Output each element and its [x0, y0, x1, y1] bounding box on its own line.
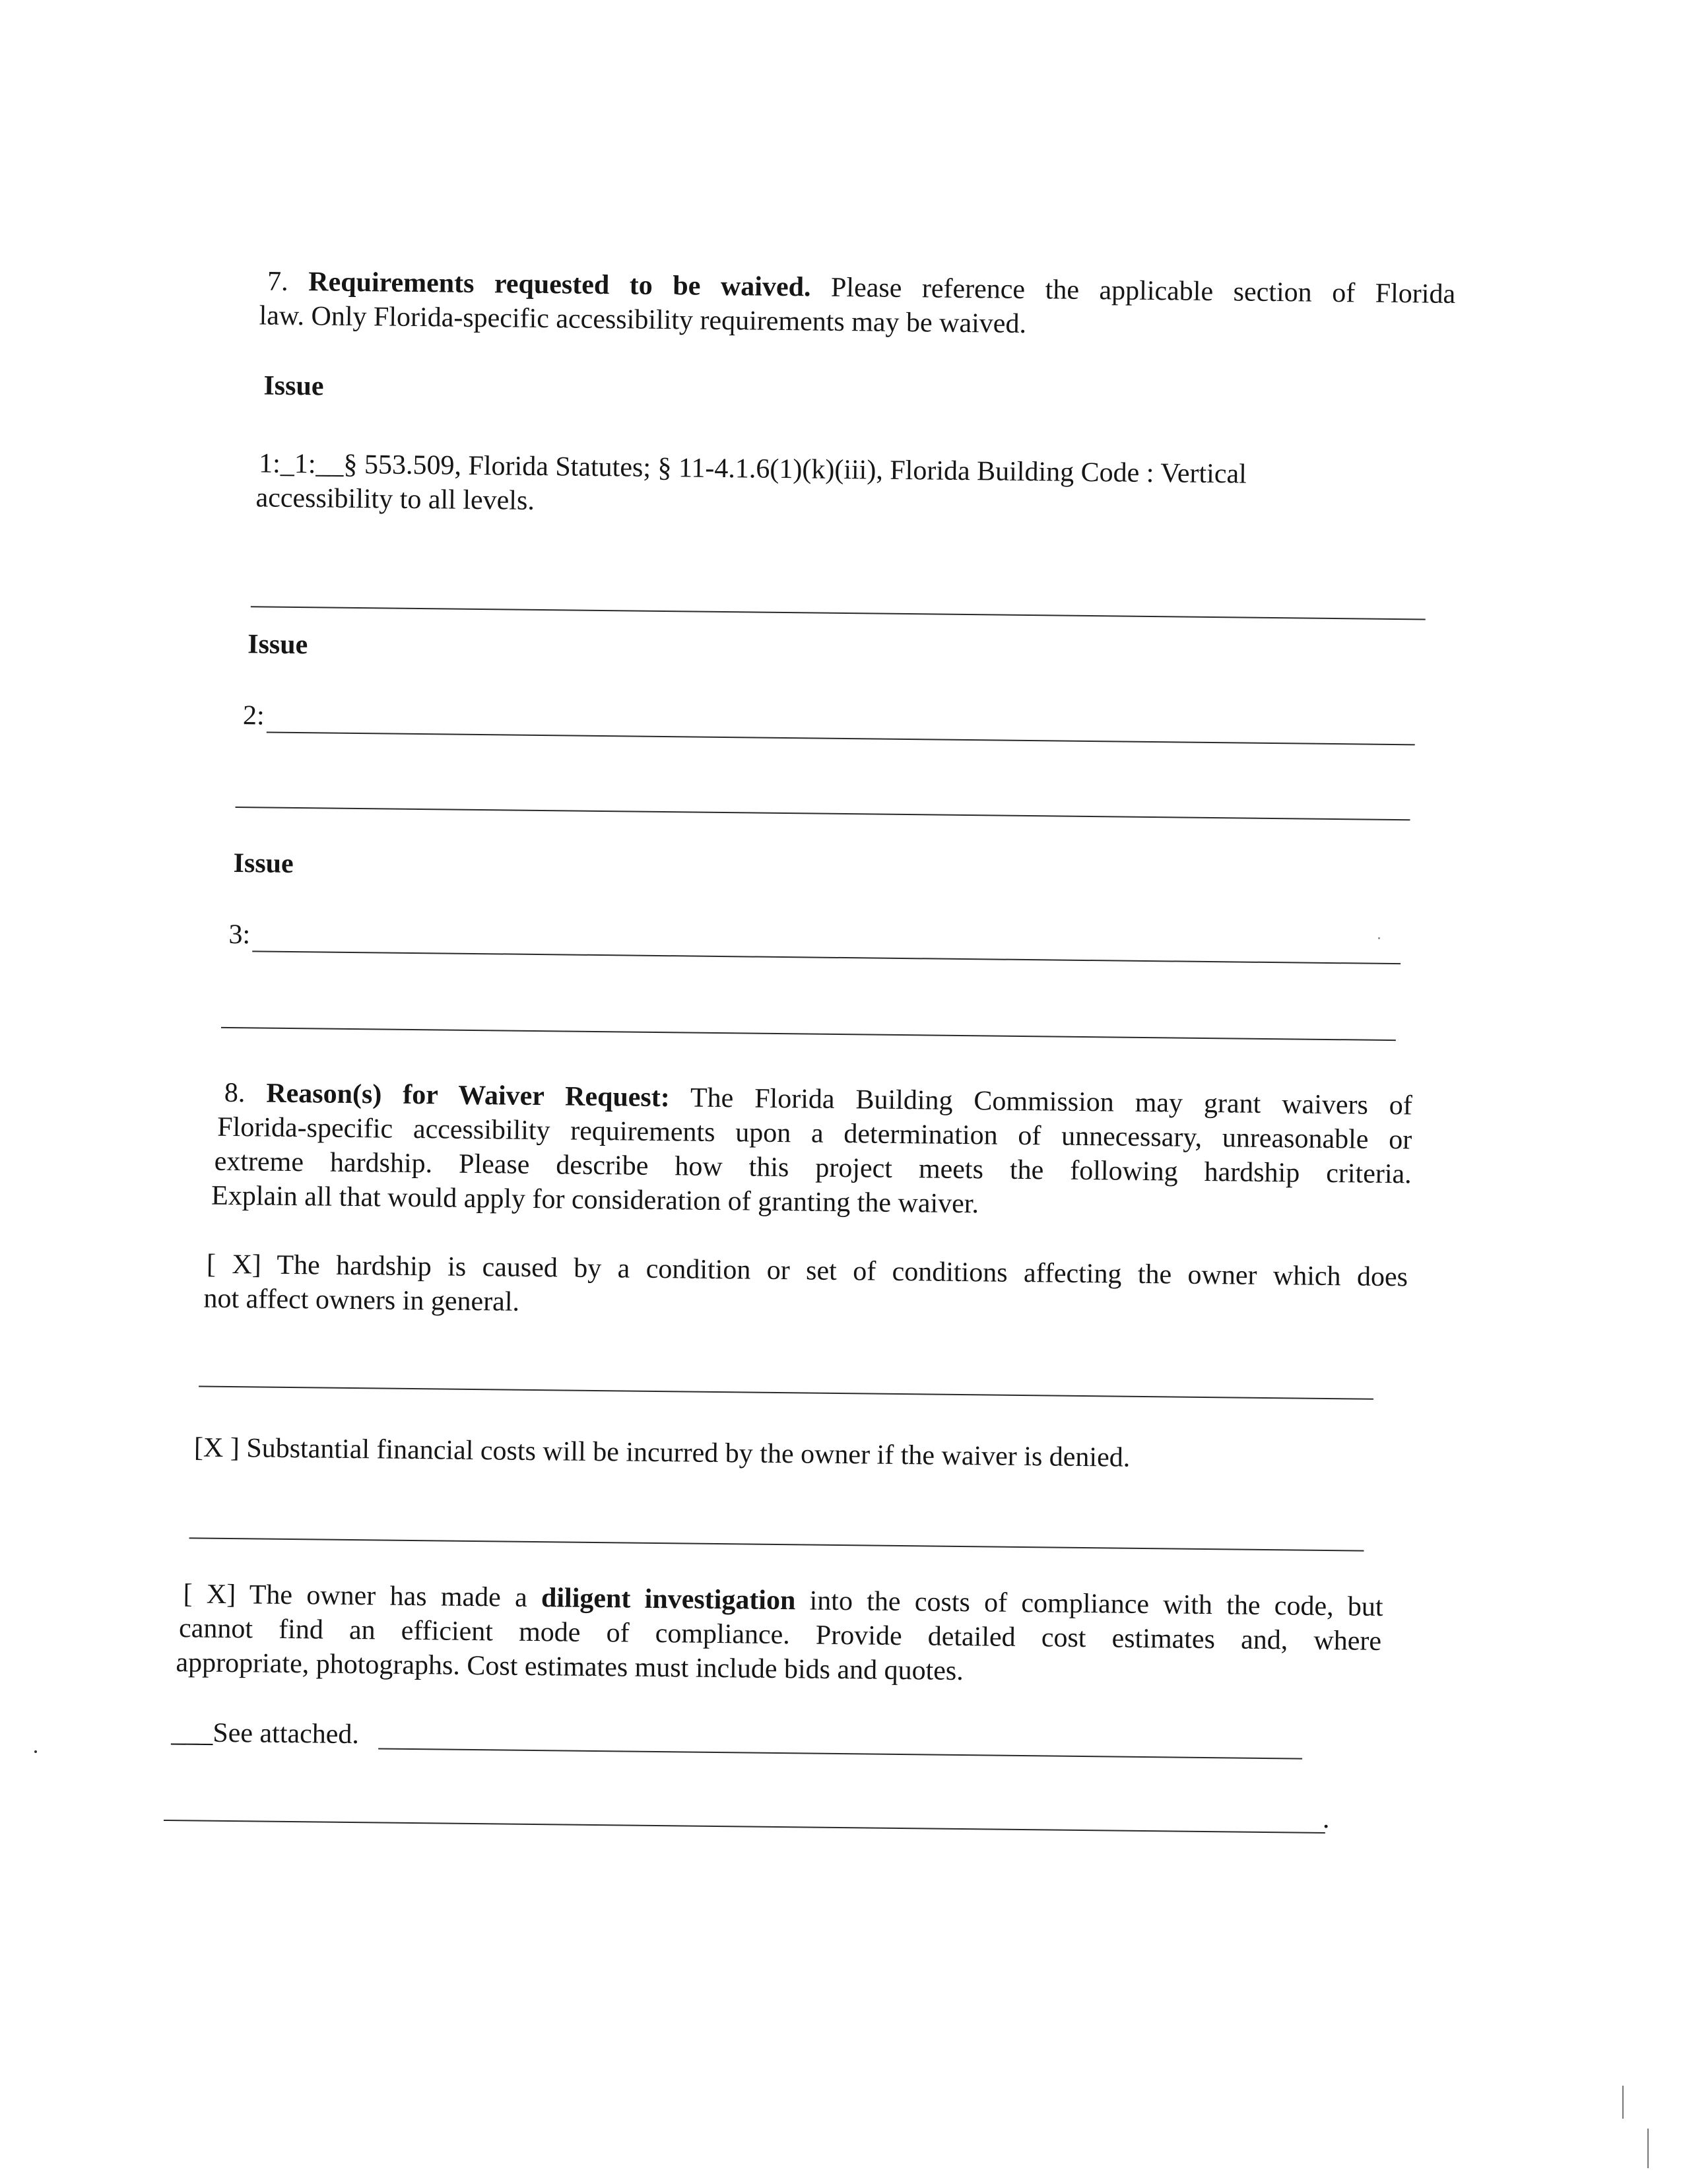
issue-2-number: 2: [242, 700, 265, 731]
issue-1-text-line2: accessibility to all levels. [255, 482, 535, 516]
criterion-3-line2: cannot find an efficient mode of compliance. Provide detailed cost estimates and, where [178, 1613, 1382, 1657]
criterion-3-text-a: The owner has made a [249, 1579, 528, 1613]
issue-1-label: Issue [263, 370, 324, 402]
issue-2-label: Issue [247, 629, 308, 661]
criterion-2-checkbox[interactable]: [X ] [193, 1432, 240, 1464]
section-8-heading: Reason(s) for Waiver Request: [266, 1078, 671, 1113]
issue-1-answer-line [251, 606, 1426, 620]
attachment-prefix: ___ [171, 1717, 213, 1748]
attachment-answer-line-2 [164, 1820, 1325, 1834]
section-7-instruction-line2: law. Only Florida-specific accessibility requirements may be waived. [259, 300, 1027, 339]
section-8-intro-text: The Florida Building Commission may grant waivers of [690, 1082, 1413, 1121]
section-8-line4: Explain all that would apply for consideration of granting the waiver. [211, 1180, 979, 1220]
criterion-3-line3: appropriate, photographs. Cost estimates must include bids and quotes. [176, 1647, 964, 1687]
issue-3-answer-line-1 [252, 950, 1401, 964]
issue-1-number: 1:_1:__ [258, 448, 344, 480]
issue-2-answer-line-1 [267, 732, 1415, 746]
criterion-1-checkbox[interactable]: [ X] [206, 1249, 262, 1280]
attachment-answer-line-1 [378, 1748, 1302, 1759]
criterion-1-text-line2: not affect owners in general. [203, 1283, 520, 1317]
scan-edge-mark [1647, 2129, 1649, 2168]
issue-1-citation: § 553.509, Florida Statutes; § 11-4.1.6(1)(k)(iii), Florida Building Code : Vertical [343, 449, 1247, 490]
issue-3-label: Issue [233, 848, 294, 879]
criterion-3-emphasis: diligent investigation [541, 1583, 796, 1616]
criterion-1-answer-line [199, 1385, 1373, 1399]
section-7-heading: Requirements requested to be waived. [308, 267, 811, 303]
attachment-end-mark: . [1322, 1803, 1330, 1835]
criterion-3-checkbox[interactable]: [ X] [183, 1579, 236, 1610]
attachment-note [171, 1715, 359, 1752]
criterion-2-text: Substantial financial costs will be incurred by the owner if the waiver is denied. [246, 1433, 1131, 1473]
section-7-instruction: Please reference the applicable section of Florida [830, 272, 1456, 310]
criterion-2 [194, 1430, 1382, 1477]
scan-speck [34, 1750, 37, 1753]
attachment-text: See attached. [213, 1717, 360, 1750]
section-7-number: 7. [267, 266, 288, 297]
criterion-2-answer-line [189, 1537, 1364, 1551]
issue-3-number: 3: [228, 919, 251, 950]
scan-speck [1378, 937, 1380, 939]
issue-3-answer-line-2 [221, 1027, 1396, 1041]
criterion-1-text: The hardship is caused by a condition or set of conditions affecting the owner which does [277, 1249, 1408, 1293]
issue-2-answer-line-2 [236, 807, 1410, 820]
section-8-line2: Florida-specific accessibility requirements upon a determination of unnecessary, unreasonable or [217, 1111, 1412, 1156]
scan-edge-mark [1622, 2086, 1624, 2119]
criterion-3-text-b: into the costs of compliance with the code, but [809, 1585, 1383, 1622]
section-8-line3: extreme hardship. Please describe how this project meets the following hardship criteria. [214, 1146, 1412, 1190]
section-8-number: 8. [224, 1077, 246, 1109]
